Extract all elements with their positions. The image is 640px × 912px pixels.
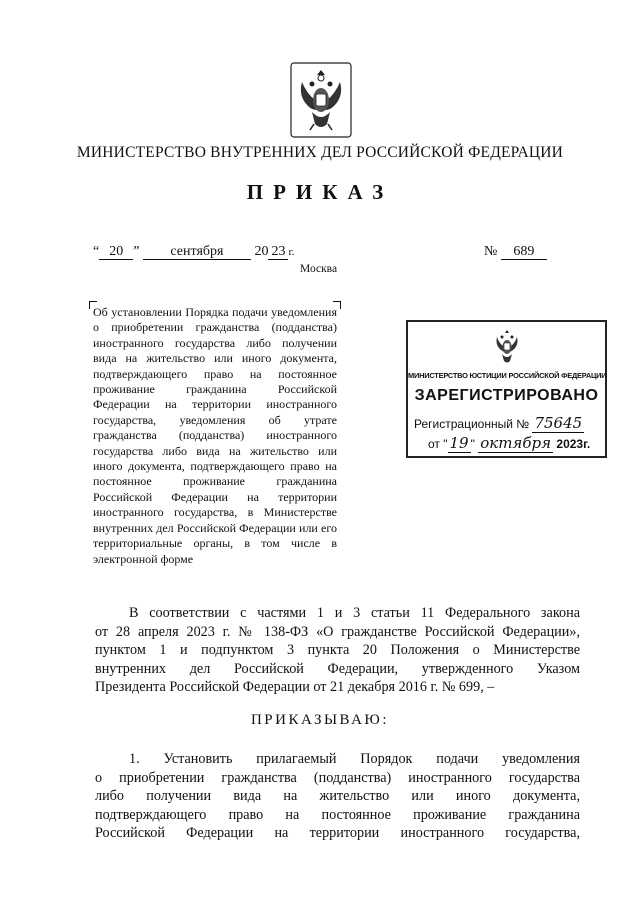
ministry-title: МИНИСТЕРСТВО ВНУТРЕННИХ ДЕЛ РОССИЙСКОЙ ФЕДЕРАЦИИ: [76, 144, 564, 161]
stamp-date-line: [428, 434, 590, 452]
stamp-date-prefix: от: [428, 437, 440, 451]
stamp-reg-label: Регистрационный №: [414, 417, 530, 431]
order-number: [484, 244, 547, 260]
preamble-paragraph: [95, 604, 580, 697]
clause-1-paragraph: [95, 750, 580, 843]
order-date: [93, 244, 294, 260]
date-month: сентября: [143, 244, 251, 260]
registration-stamp: [406, 320, 607, 458]
stamp-reg-number: 75645: [534, 414, 583, 432]
preamble-line: Президента Российской Федерации от 21 декабря 2016 г. № 699, –: [95, 679, 495, 696]
date-open-quote: “: [93, 244, 100, 259]
clause-line: 1. Установить прилагаемый Порядок подачи уведомления: [129, 751, 580, 767]
preamble-line: от 28 апреля 2023 г. № 138-ФЗ «О гражданстве Российской Федерации»,: [95, 623, 580, 640]
russian-coat-of-arms-icon: [290, 62, 352, 138]
stamp-date-day: 19: [449, 434, 469, 452]
date-year-prefix: 20: [254, 244, 269, 259]
clause-line: о приобретении гражданства (подданства) иностранного государства: [95, 769, 580, 786]
stamp-date-month: октября: [480, 434, 552, 452]
stamp-date-year: 2023г.: [556, 437, 591, 451]
order-directive: ПРИКАЗЫВАЮ:: [250, 712, 390, 728]
clause-line: Российской Федерации на территории иностранного государства,: [95, 825, 580, 842]
stamp-date-quote-close: ": [470, 437, 475, 451]
clause-line: либо получении вида на жительство или иного документа,: [95, 788, 580, 805]
date-year-abbr: г.: [288, 246, 295, 258]
city: Москва: [300, 263, 338, 275]
stamp-registered: ЗАРЕГИСТРИРОВАНО: [414, 387, 599, 404]
preamble-line: пунктом 1 и подпунктом 3 пункта 20 Положения о Министерстве: [95, 642, 580, 659]
stamp-ministry: МИНИСТЕРСТВО ЮСТИЦИИ РОССИЙСКОЙ ФЕДЕРАЦИИ: [408, 371, 607, 380]
preamble-line: В соответствии с частями 1 и 3 статьи 11 Федерального закона: [129, 605, 580, 621]
russian-coat-of-arms-icon: [492, 328, 522, 366]
order-title: ПРИКАЗ: [246, 180, 394, 204]
order-number-value: 689: [501, 244, 547, 260]
stamp-registration-line: [414, 414, 584, 432]
stamp-date-quote-open: ": [443, 437, 448, 451]
date-year-suffix: 23: [268, 244, 288, 260]
number-sign: №: [484, 244, 498, 259]
date-close-quote: ”: [133, 244, 140, 259]
date-day: 20: [99, 244, 133, 260]
order-subject: Об установлении Порядка подачи уведомления о приобретении гражданства (подданства) иностранного государства либо получении вида на жительство или иного документа, подтверждающего право на постоянное проживание гражданина Российской Федерации на территории иностранного государства, уведомления об утрате гражданства (подданства) иностранного государства либо вида на жительство или иного документа, подтверждающего право на постоянное проживание гражданина Российской Федерации на территории иностранного государства, в Министерстве внутренних дел Российской Федерации или его территориальные органы, в том числе в электронной форме: [93, 305, 337, 566]
preamble-line: внутренних дел Российской Федерации, утвержденного Указом: [95, 660, 580, 677]
clause-line: подтверждающего право на постоянное проживание гражданина: [95, 806, 580, 823]
